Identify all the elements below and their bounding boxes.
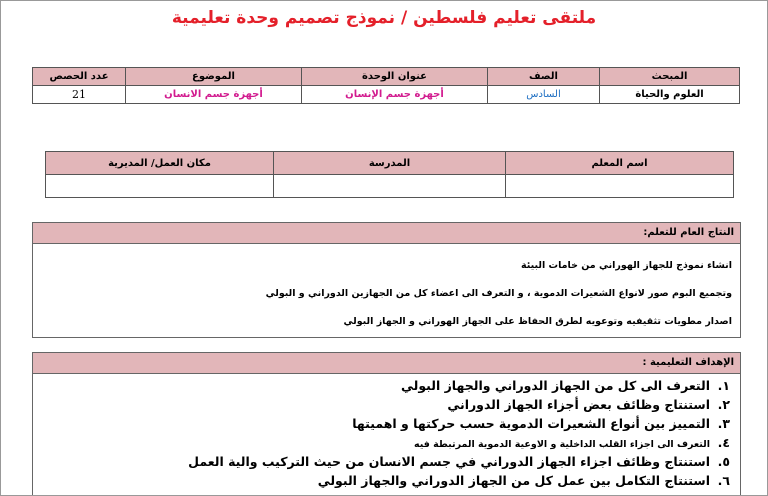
- staff-table: [45, 151, 734, 198]
- cell-teacher-name[interactable]: [506, 175, 734, 198]
- objectives-heading: الإهداف التعليمية :: [33, 353, 740, 374]
- table-header-row: [46, 152, 734, 175]
- header-lessons-count: عدد الحصص: [33, 68, 126, 86]
- header-topic: الموضوع: [126, 68, 302, 86]
- objectives-list: [33, 374, 740, 490]
- general-outcomes-section: [32, 222, 741, 338]
- cell-workplace[interactable]: [46, 175, 274, 198]
- header-unit-title: عنوان الوحدة: [302, 68, 488, 86]
- list-item: ٥.استنتاج وظائف اجزاء الجهاز الدوراني في جسم الانسان من حيث التركيب والية العمل: [188, 454, 730, 469]
- header-teacher-name: اسم المعلم: [506, 152, 734, 175]
- cell-subject: العلوم والحياة: [600, 86, 740, 104]
- page-title: ملتقى تعليم فلسطين / نموذج تصميم وحدة تعليمية: [171, 8, 597, 28]
- objectives-section: [32, 352, 741, 495]
- list-item: ٢.استنتاج وظائف بعض أجزاء الجهاز الدوراني: [447, 397, 730, 412]
- list-item: ٦.استنتاج التكامل بين عمل كل من الجهاز الدوراني والجهاز البولي: [317, 473, 730, 488]
- cell-topic: أجهزة جسم الانسان: [126, 86, 302, 104]
- outcome-line: انشاء نموذج للجهاز الهوراني من خامات البيئة: [521, 260, 732, 271]
- unit-info-table: [32, 67, 740, 104]
- cell-grade: السادس: [488, 86, 600, 104]
- cell-school[interactable]: [274, 175, 506, 198]
- header-grade: الصف: [488, 68, 600, 86]
- outcome-line: اصدار مطويات تثقيفيه وتوعويه لطرق الحفاظ على الجهاز الهوراني و الجهاز البولي: [343, 316, 732, 327]
- list-item: ٤.التعرف الى اجزاء القلب الداخلية و الاوعية الدموية المرتبطة فيه: [413, 435, 730, 450]
- cell-unit-title: أجهزة جسم الإنسان: [302, 86, 488, 104]
- list-item: ١.التعرف الى كل من الجهاز الدوراني والجهاز البولي: [400, 378, 730, 393]
- cell-lessons-count: 21: [33, 86, 126, 104]
- table-row: [46, 175, 734, 198]
- list-item: ٣.التمييز بين أنواع الشعيرات الدموية حسب حركتها و اهميتها: [352, 416, 730, 431]
- header-school: المدرسة: [274, 152, 506, 175]
- outcome-line: وتجميع البوم صور لانواع الشعيرات الدموية ، و التعرف الى اعضاء كل من الجهازين الدوراني و البولي: [265, 288, 732, 299]
- header-workplace: مكان العمل/ المديرية: [46, 152, 274, 175]
- outcomes-heading: النتاج العام للتعلم:: [33, 223, 740, 244]
- table-header-row: [33, 68, 740, 86]
- table-row: [33, 86, 740, 104]
- header-subject: المبحث: [600, 68, 740, 86]
